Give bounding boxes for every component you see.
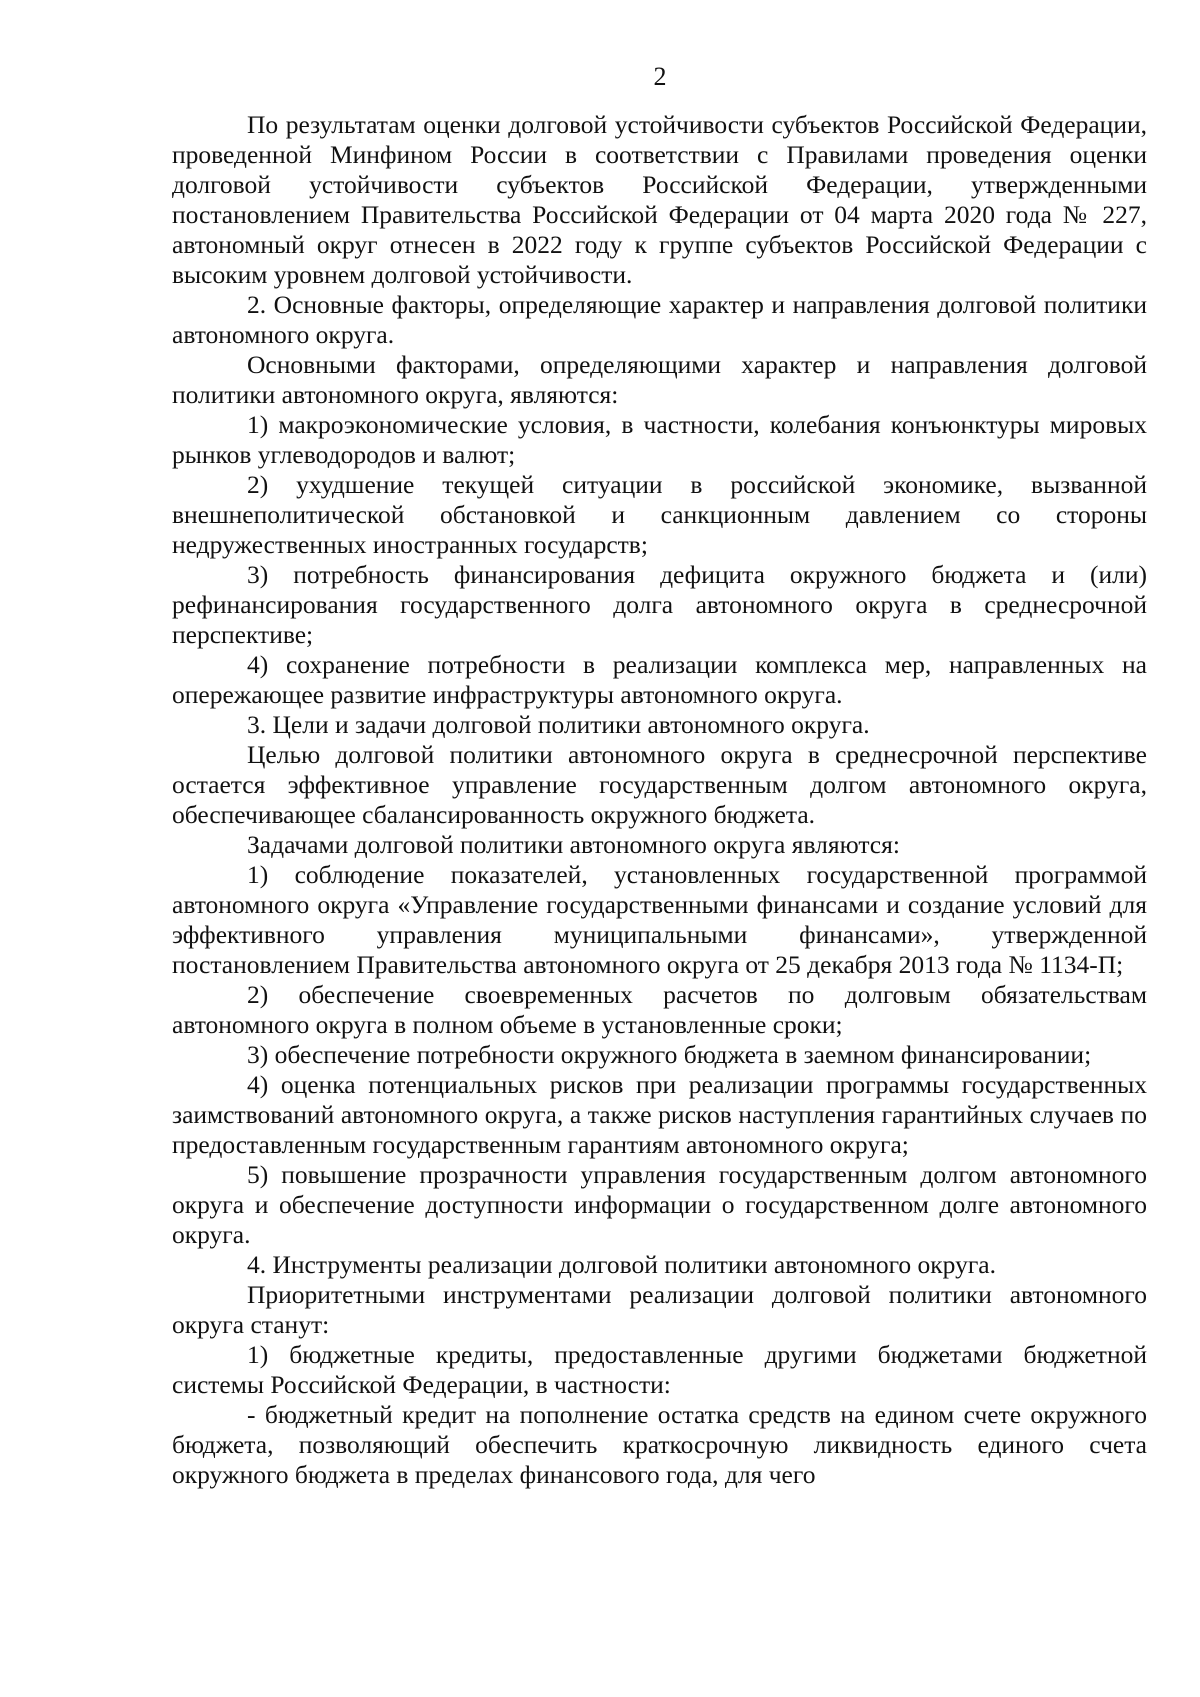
paragraph: Задачами долговой политики автономного округа являются:	[247, 830, 900, 859]
list-item: 1) бюджетные кредиты, предоставленные другими бюджетами бюджетной системы Российской Федерации, в частности:	[172, 1340, 1147, 1399]
document-body	[172, 110, 1147, 1490]
list-item: 3) потребность финансирования дефицита окружного бюджета и (или) рефинансирования государственного долга автономного округа в среднесрочной перспективе;	[172, 560, 1147, 649]
section-heading: 3. Цели и задачи долговой политики автономного округа.	[247, 710, 870, 739]
list-item: 2) обеспечение своевременных расчетов по долговым обязательствам автономного округа в полном объеме в установленные сроки;	[172, 980, 1147, 1039]
paragraph: Приоритетными инструментами реализации долговой политики автономного округа станут:	[172, 1280, 1147, 1339]
list-item: 4) оценка потенциальных рисков при реализации программы государственных заимствований автономного округа, а также рисков наступления гарантийных случаев по предоставленным государственным гарантиям автономного округа;	[172, 1070, 1147, 1159]
list-item: 1) соблюдение показателей, установленных государственной программой автономного округа «Управление государственными финансами и создание условий для эффективного управления муниципальными финансами», утвержденной постановлением Правительства автономного округа от 25 декабря 2013 года № 1134-П;	[172, 860, 1147, 979]
section-heading: 2. Основные факторы, определяющие характер и направления долговой политики автономного округа.	[172, 290, 1147, 349]
section-heading: 4. Инструменты реализации долговой политики автономного округа.	[247, 1250, 997, 1279]
paragraph: Целью долговой политики автономного округа в среднесрочной перспективе остается эффективное управление государственным долгом автономного округа, обеспечивающее сбалансированность окружного бюджета.	[172, 740, 1147, 829]
paragraph: По результатам оценки долговой устойчивости субъектов Российской Федерации, проведенной Минфином России в соответствии с Правилами проведения оценки долговой устойчивости субъектов Российской Федерации, утвержденными постановлением Правительства Российской Федерации от 04 марта 2020 года № 227, автономный округ отнесен в 2022 году к группе субъектов Российской Федерации с высоким уровнем долговой устойчивости.	[172, 110, 1147, 289]
list-item: 5) повышение прозрачности управления государственным долгом автономного округа и обеспечение доступности информации о государственном долге автономного округа.	[172, 1160, 1147, 1249]
list-item: 4) сохранение потребности в реализации комплекса мер, направленных на опережающее развитие инфраструктуры автономного округа.	[172, 650, 1147, 709]
list-item: 2) ухудшение текущей ситуации в российской экономике, вызванной внешнеполитической обстановкой и санкционным давлением со стороны недружественных иностранных государств;	[172, 470, 1147, 559]
page-number: 2	[653, 62, 667, 91]
list-item: 1) макроэкономические условия, в частности, колебания конъюнктуры мировых рынков углеводородов и валют;	[172, 410, 1147, 469]
paragraph: Основными факторами, определяющими характер и направления долговой политики автономного округа, являются:	[172, 350, 1147, 409]
list-item: 3) обеспечение потребности окружного бюджета в заемном финансировании;	[247, 1040, 1092, 1069]
list-item: - бюджетный кредит на пополнение остатка средств на едином счете окружного бюджета, позволяющий обеспечить краткосрочную ликвидность единого счета окружного бюджета в пределах финансового года, для чего	[172, 1400, 1147, 1489]
